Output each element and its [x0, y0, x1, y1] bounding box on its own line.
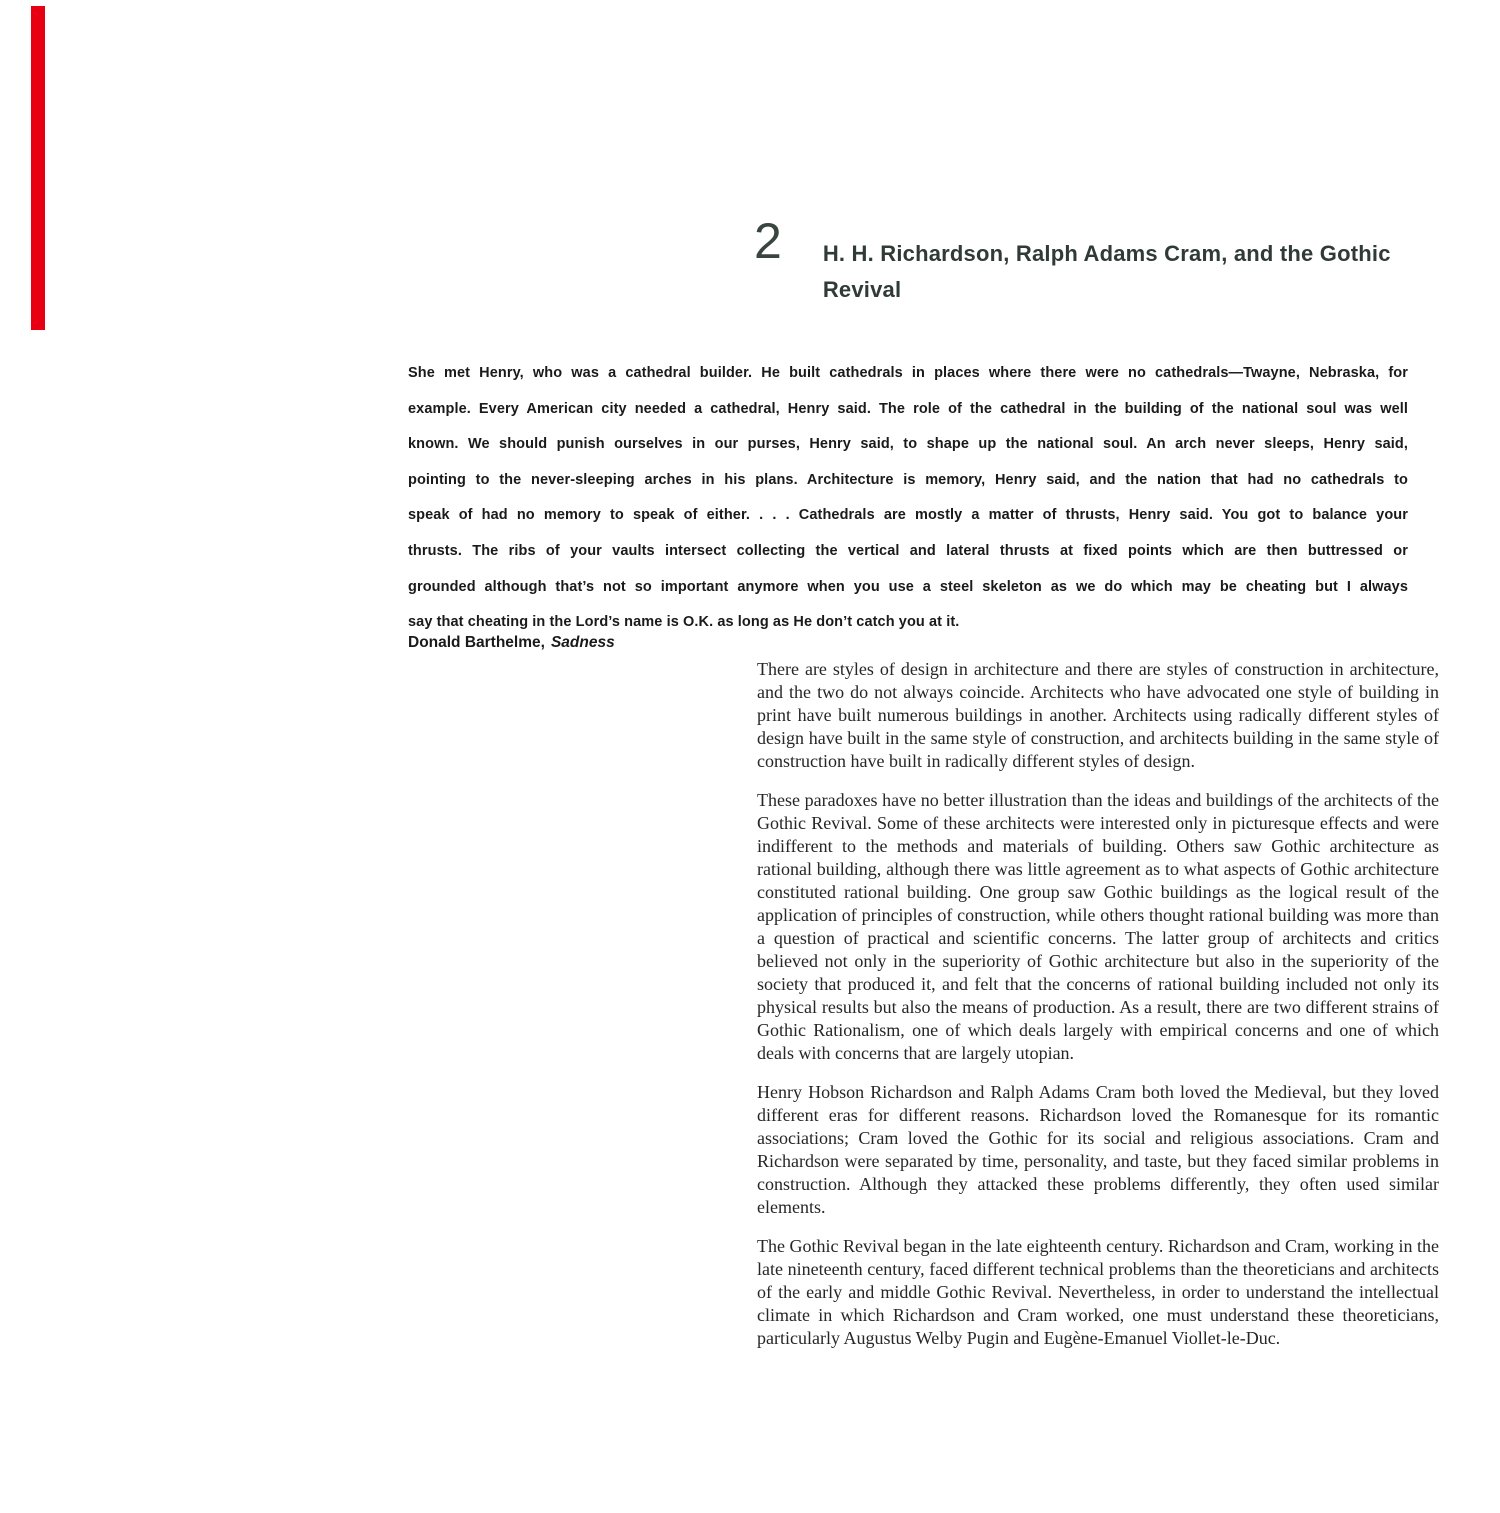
chapter-title: H. H. Richardson, Ralph Adams Cram, and the Gothic Revival	[822, 241, 1391, 302]
epigraph	[408, 356, 1408, 641]
epigraph-line: known. We should punish ourselves in our purses, Henry said, to shape up the national soul. An arch never sleeps, Henry said,	[408, 436, 1408, 453]
chapter-header	[754, 213, 1423, 308]
body-paragraph: The Gothic Revival began in the late eighteenth century. Richardson and Cram, working in the late nineteenth century, faced different technical problems than the theoreticians and architects of the early and middle Gothic Revival. Nevertheless, in order to understand the intellectual climate in which Richardson and Cram worked, one must understand these theoreticians, particularly Augustus Welby Pugin and Eugène-Emanuel Viollet-le-Duc.	[757, 1236, 1439, 1348]
red-ribbon-marker	[31, 6, 45, 330]
attribution-author: Donald Barthelme,	[408, 634, 545, 651]
epigraph-line: example. Every American city needed a cathedral, Henry said. The role of the cathedral in the building of the national soul was well	[408, 400, 1408, 417]
epigraph-line: thrusts. The ribs of your vaults intersect collecting the vertical and lateral thrusts at fixed points which are then buttressed or	[408, 542, 1408, 559]
epigraph-attribution	[408, 634, 615, 652]
body-paragraph: There are styles of design in architecture and there are styles of construction in architecture, and the two do not always coincide. Architects who have advocated one style of building in print have built numerous buildings in another. Architects using radically different styles of design have built in the same style of construction, and architects building in the same style of construction have built in radically different styles of design.	[757, 659, 1439, 771]
epigraph-line: pointing to the never-sleeping arches in his plans. Architecture is memory, Henry said, and the nation that had no cathedrals to	[408, 471, 1408, 488]
body-text-column	[757, 658, 1439, 1350]
epigraph-line: She met Henry, who was a cathedral builder. He built cathedrals in places where there were no cathedrals—Twayne, Nebraska, for	[408, 365, 1408, 381]
epigraph-line: say that cheating in the Lord’s name is O.K. as long as He don’t catch you at it.	[408, 614, 960, 631]
body-paragraph: These paradoxes have no better illustration than the ideas and buildings of the architects of the Gothic Revival. Some of these architects were interested only in picturesque effects and were indifferent to the methods and materials of building. Others saw Gothic architecture as rational building, although there was little agreement as to what aspects of Gothic architecture constituted rational building. One group saw Gothic buildings as the logical result of the application of principles of construction, while others thought rational building was more than a question of practical and scientific concerns. The latter group of architects and critics believed not only in the superiority of Gothic architecture but also in the superiority of the society that produced it, and felt that the concerns of rational building included not only its physical results but also the means of production. As a result, there are two different strains of Gothic Rationalism, one of which deals largely with empirical concerns and one of which deals with concerns that are largely utopian.	[757, 790, 1439, 1063]
attribution-work-title: Sadness	[550, 634, 615, 651]
epigraph-line: grounded although that’s not so important anymore when you use a steel skeleton as we do which may be cheating but I always	[408, 578, 1408, 595]
epigraph-line: speak of had no memory to speak of either. . . . Cathedrals are mostly a matter of thrusts, Henry said. You got to balance your	[408, 507, 1408, 524]
chapter-number: 2	[754, 213, 781, 269]
body-paragraph: Henry Hobson Richardson and Ralph Adams Cram both loved the Medieval, but they loved different eras for different reasons. Richardson loved the Romanesque for its romantic associations; Cram loved the Gothic for its social and religious associations. Cram and Richardson were separated by time, personality, and taste, but they faced similar problems in construction. Although they attacked these problems differently, they often used similar elements.	[757, 1082, 1439, 1217]
